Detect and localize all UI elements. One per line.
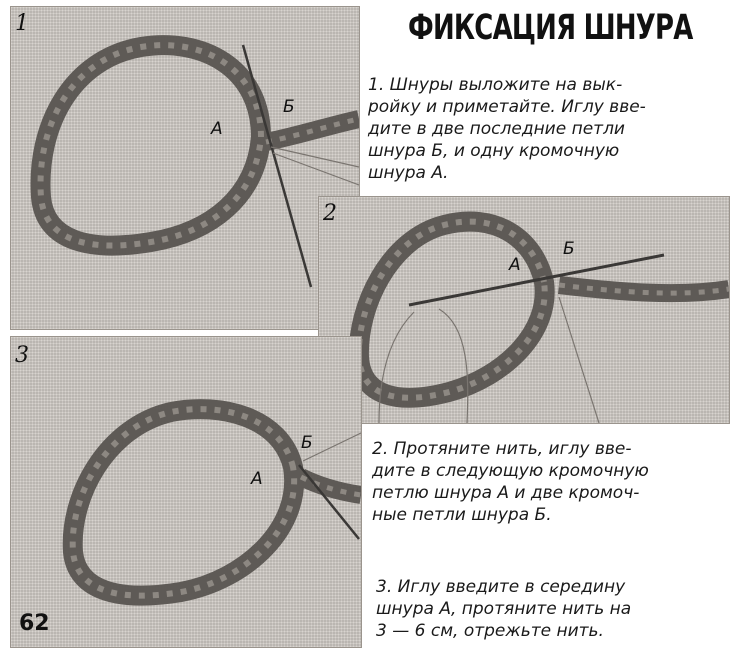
step-2-text — [372, 438, 728, 526]
label-b: Б — [563, 239, 575, 259]
photo-number: 2 — [323, 201, 337, 226]
step-line: 2. Протяните нить, иглу вве- — [372, 439, 632, 459]
step-line: шнура А. — [368, 163, 449, 183]
photo-number: 3 — [15, 343, 29, 368]
page-number: 62 — [19, 611, 50, 636]
cord-loop-illustration-1 — [11, 7, 359, 329]
step-line: 3. Иглу введите в середину — [376, 577, 626, 597]
label-a: А — [251, 469, 263, 489]
label-a: А — [509, 255, 521, 275]
label-b: Б — [301, 433, 313, 453]
step-line: дите в две последние петли — [368, 119, 625, 139]
photo-step-3 — [10, 336, 362, 648]
step-line: дите в следующую кромочную — [372, 461, 649, 481]
photo-number: 1 — [15, 11, 29, 36]
cord-loop-illustration-3 — [11, 337, 361, 647]
cord-loop-illustration-2 — [319, 197, 729, 423]
step-line: петлю шнура А и две кромоч- — [372, 483, 640, 503]
label-b: Б — [283, 97, 295, 117]
label-a: А — [211, 119, 223, 139]
step-3-text — [376, 576, 728, 642]
step-line: шнура Б, и одну кромочную — [368, 141, 620, 161]
step-line: ройку и приметайте. Иглу вве- — [368, 97, 646, 117]
step-line: 1. Шнуры выложите на вык- — [368, 75, 623, 95]
step-line: ные петли шнура Б. — [372, 505, 552, 525]
step-1-text — [368, 74, 728, 184]
photo-step-1 — [10, 6, 360, 330]
step-line: шнура А, протяните нить на — [376, 599, 632, 619]
photo-step-2 — [318, 196, 730, 424]
step-line: 3 — 6 см, отрежьте нить. — [376, 621, 604, 641]
page-title: ФИКСАЦИЯ ШНУРА — [408, 8, 693, 48]
